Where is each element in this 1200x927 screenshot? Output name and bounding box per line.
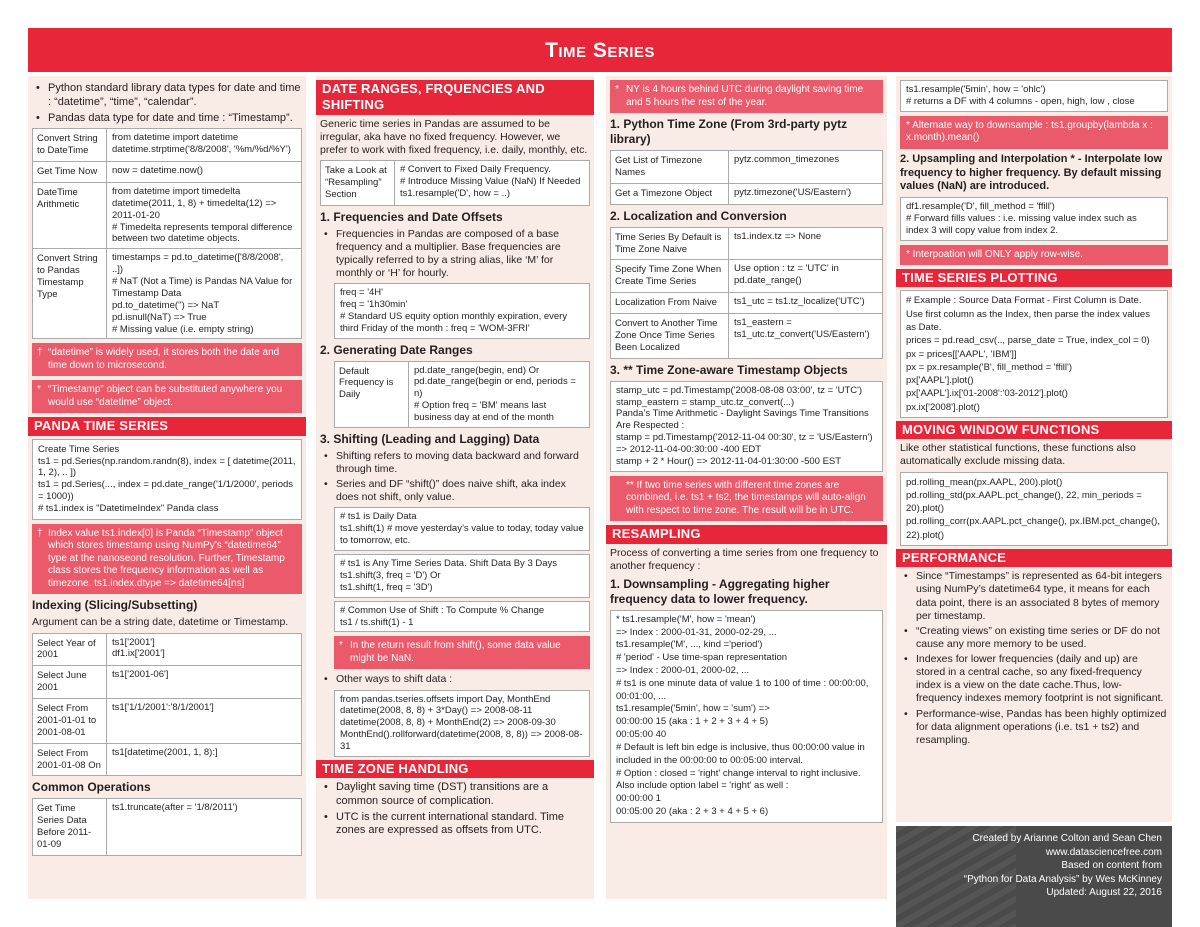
row-value: now = datetime.now() (112, 165, 204, 176)
row-value: timestamps = pd.to_datetime(['8/8/2008', ..]) # NaT (Not a Time) is Pandas NA Value for Timestamp Data pd.to_datetime('') => NaT pd.isnull(NaT) => True # Missing value (i.e. empty string) (112, 252, 293, 335)
perf-bullet-2: • “Creating views” on existing time series or DF do not cause any more memory to be used. (904, 625, 1168, 651)
table-row (33, 666, 301, 699)
row-label: Convert to Another Time Zone Once Time Series Been Localized (611, 314, 729, 358)
localization-table (610, 227, 883, 359)
row-label: Convert String to Pandas Timestamp Type (33, 249, 107, 338)
credit-updated: Updated: August 22, 2016 (1046, 887, 1162, 898)
section-date-ranges: DATE RANGES, FRQUENCIES AND SHIFTING (316, 80, 594, 115)
tz-bullet-1: • Daylight saving time (DST) transitions are a common source of complication. (324, 781, 590, 809)
resampling-desc: Process of converting a time series from one frequency to another frequency : (610, 546, 879, 572)
table-row (33, 162, 301, 183)
row-value: ts1_utc = ts1.tz_localize('UTC') (734, 296, 865, 308)
table-row (611, 314, 882, 358)
row-label: Select June 2001 (33, 666, 107, 698)
indexing-table (32, 633, 302, 777)
table-row (611, 260, 882, 293)
row-label: Select From 2001-01-01 to 2001-08-01 (33, 699, 107, 743)
page-title: Time Series (28, 28, 1172, 72)
shift-bullet-3: • Other ways to shift data : (324, 673, 590, 686)
tz-bullet-2: • UTC is the current international standard. Time zones are expressed as offsets from UTC. (324, 811, 590, 839)
column-1 (28, 76, 306, 899)
intro-bullet-1: • Python standard library data types for date and time : “datetime”, “time”, “calendar”. (36, 82, 302, 110)
credit-book: “Python for Data Analysis” by Wes McKinney (963, 873, 1162, 885)
row-value: ts1['2001-06'] (112, 669, 169, 681)
section-moving-window: MOVING WINDOW FUNCTIONS (896, 421, 1172, 439)
note-datetime: † “datetime” is widely used, it stores both the date and time down to microsecond. (32, 343, 302, 376)
pytz-table (610, 150, 883, 205)
row-value: ts1_eastern = ts1_utc.tz_convert('US/Eastern') (734, 317, 870, 340)
credit-based: Based on content from (1061, 860, 1162, 871)
row-value: ts1.index.tz => None (734, 230, 822, 242)
row-label: Get Time Now (33, 162, 107, 182)
date-range-title: 2. Generating Date Ranges (320, 342, 473, 357)
column-4 (896, 76, 1172, 822)
plotting-box: # Example : Source Data Format - First Column is Date. Use first column as the Index, then parse the index values as Date. prices = pd.read_csv(.., parse_date = True, index_col = 0) px = prices[['AAPL', 'IBM']] px = px.resample('B', fill_method = 'ffill') px['AAPL'].plot() px['AAPL'].ix['01-2008':'03-2012'].plot() px.ix['2008'].plot() (900, 290, 1168, 418)
shift-title: 3. Shifting (Leading and Lagging) Data (320, 431, 540, 446)
table-row (33, 634, 301, 667)
credit-site: www.datasciencefree.com (1045, 846, 1162, 858)
note-shift: * In the return result from shift(), some data value might be NaN. (334, 636, 590, 669)
table-row (33, 249, 301, 338)
common-ops-table (32, 798, 302, 856)
upsampling-title: 2. Upsampling and Interpolation * - Interpolate low frequency to higher frequency. By default missing values (NaN) are introduced. (900, 152, 1163, 193)
row-value: pytz.timezone('US/Eastern') (734, 186, 852, 198)
table-row (33, 799, 301, 855)
resample-table: Take a Look at “Resampling” Section # Convert to Fixed Daily Frequency. # Introduce Missing Value (NaN) If Needed ts1.resample('D', how = ..) (320, 160, 590, 206)
row-label: Get List of Timezone Names (611, 151, 729, 183)
row-label: Select From 2001-01-08 On (33, 744, 107, 776)
shift-box-3: # Common Use of Shift : To Compute % Change ts1 / ts.shift(1) - 1 (334, 601, 590, 633)
row-label: Select Year of 2001 (33, 634, 107, 666)
column-3 (606, 76, 887, 899)
note-autoalign: ** If two time series with different time zones are combined, i.e. ts1 + ts2, the timestamps will auto-align with respect to time zone. The result will be in UTC. (610, 476, 883, 522)
row-value: ts1['1/1/2001':'8/1/2001'] (112, 702, 214, 713)
table-row (611, 184, 882, 204)
row-value: pytz.common_timezones (734, 154, 840, 165)
pts-box: Create Time Series ts1 = pd.Series(np.random.randn(8), index = [ datetime(2011, 1, 2), .. ]) ts1 = pd.Series(..., index = pd.date_range('1/1/2000', periods = 1000)) # ts1.index is "DatetimeIndex" Panda class (32, 439, 302, 520)
upsampling-box: df1.resample('D', fill_method = 'ffill') # Forward fills values : i.e. missing value index such as index 3 will copy value from index 2. (900, 197, 1168, 241)
table-row (33, 744, 301, 776)
downsampling-title: 1. Downsampling - Aggregating higher frequency data to lower frequency. (610, 576, 830, 606)
row-value: from datetime import datetime datetime.strptime('8/8/2008', '%m/%d/%Y') (112, 132, 291, 156)
offsets-box: from pandas.tseries.offsets import Day, MonthEnd datetime(2008, 8, 8) + 3*Day() => 2008-08-11 datetime(2008, 8, 8) + MonthEnd(2) => 2008-09-30 MonthEnd().rollforward(datetime(2008, 8, 8)) => 2008-08-31 (334, 690, 590, 757)
row-label: Get Time Series Data Before 2011-01-09 (33, 799, 107, 855)
section-performance: PERFORMANCE (896, 549, 1172, 567)
shift-box-2: # ts1 is Any Time Series Data. Shift Data By 3 Days ts1.shift(3, freq = 'D') Or ts1.shift(1, freq = '3D') (334, 554, 590, 598)
perf-bullet-3: • Indexes for lower frequencies (daily and up) are stored in a central cache, so any fixed-frequency index is a view on the date cache.Thus, low-frequency indexes memory footprint is not significant. (904, 653, 1168, 706)
section-plotting: TIME SERIES PLOTTING (896, 269, 1172, 287)
shift-bullet-1: • Shifting refers to moving data backward and forward through time. (324, 450, 590, 476)
date-ranges-desc: Generic time series in Pandas are assumed to be irregular, aka have no fixed frequency. However, we prefer to work with fixed frequency, i.e. daily, monthly, etc. (320, 117, 588, 156)
date-range-table: Default Frequency is Daily pd.date_range(begin, end) Or pd.date_range(begin or end, periods = n) # Option freq = 'BM' means last business day at end of the month (334, 361, 590, 428)
section-resampling: RESAMPLING (606, 525, 887, 543)
note-interp: * Interpoation will ONLY apply row-wise. (900, 245, 1168, 266)
section-time-zone: TIME ZONE HANDLING (316, 760, 594, 778)
freq-title: 1. Frequencies and Date Offsets (320, 209, 503, 224)
ohlc-box: ts1.resample('5min', how = 'ohlc') # returns a DF with 4 columns - open, high, low , close (900, 80, 1168, 112)
perf-bullet-4: • Performance-wise, Pandas has been highly optimized for data alignment operations (i.e. ts1 + ts2) and resampling. (904, 708, 1168, 747)
section-panda-time-series: PANDA TIME SERIES (28, 417, 306, 435)
downsampling-box: * ts1.resample('M', how = 'mean') => Index : 2000-01-31, 2000-02-29, ... ts1.resample('M', ..., kind ='period') # 'period' - Use time-span representation => Index : 2000-01, 2000-02, ... # ts1 is one minute data of value 1 to 100 of time : 00:00:00, 00:01:00, ... ts1.resample('5min', how = 'sum') => 00:00:00 15 (aka : 1 + 2 + 3 + 4 + 5) 00:05:00 40 # Default is left bin edge is inclusive, thus 00:00:00 value in included in the 00:00:00 to 00:05:00 interval. # Option : closed = 'right' change interval to right inclusive. Also include option label = 'right' as well : 00:00:00 1 00:05:00 20 (aka : 2 + 3 + 4 + 5 + 6) (610, 610, 883, 823)
shift-bullet-2: • Series and DF “shift()” does naive shift, aka index does not shift, only value. (324, 478, 590, 504)
row-value: ts1.truncate(after = '1/8/2011') (112, 802, 238, 814)
tz-aware-box: stamp_utc = pd.Timestamp('2008-08-08 03:00', tz = 'UTC') stamp_eastern = stamp_utc.tz_convert(...) Panda’s Time Arithmetic - Daylight Savings Time Transitions Are Respected : stamp = pd.Timestamp('2012-11-04 00:30', tz = 'US/Eastern') => 2012-11-04-00:30:00 -400 EDT stamp + 2 * Hour() => 2012-11-04-01:30:00 -500 EST (610, 381, 883, 472)
indexing-title: Indexing (Slicing/Subsetting) (32, 598, 198, 613)
common-ops-title: Common Operations (32, 780, 151, 795)
row-label: DateTime Arithmetic (33, 183, 107, 248)
indexing-desc: Argument can be a string date, datetime or Timestamp. (32, 616, 289, 629)
note-index-value: † Index value ts1.index[0] is Panda “Timestamp” object which stores timestamp using NumPy’s “datetime64” type at the nanoseond resolution. Further, Timestamp class stores the frequency information as well as timezone. ts1.index.dtype => datetime64[ns] (32, 524, 302, 595)
row-label: Localization From Naive (611, 293, 729, 313)
pytz-title: 1. Python Time Zone (From 3rd-party pytz library) (610, 117, 848, 146)
note-groupby: * Alternate way to downsample : ts1.groupby(lambda x : x.month).mean() (900, 116, 1168, 149)
datetime-table (32, 128, 302, 339)
table-row (33, 183, 301, 249)
row-value: Use option : tz = 'UTC' in pd.date_range() (734, 263, 839, 287)
moving-window-desc: Like other statistical functions, these functions also automatically exclude missing data. (900, 442, 1136, 468)
row-value: from datetime import timedelta datetime(2011, 1, 8) + timedelta(12) => 2011-01-20 # Timedelta represents temporal difference between two datetime objects. (112, 185, 293, 245)
table-row (33, 699, 301, 744)
note-ny: * NY is 4 hours behind UTC during daylight saving time and 5 hours the rest of the year. (610, 80, 883, 113)
freq-box: freq = '4H' freq = '1h30min' # Standard US equity option monthly expiration, every third Friday of the month : freq = 'WOM-3FRI' (334, 283, 590, 339)
shift-box-1: # ts1 is Daily Data ts1.shift(1) # move yesterday’s value to today, today value to tomorrow, etc. (334, 507, 590, 551)
row-value: ts1['2001'] df1.ix['2001'] (112, 636, 165, 660)
table-row (611, 293, 882, 314)
row-label: Convert String to DateTime (33, 129, 107, 161)
freq-bullet: • Frequencies in Pandas are composed of a base frequency and a multiplier. Base frequencies are typically referred to by a string alias, like ‘M’ for monthly or ‘H’ for hourly. (324, 228, 590, 281)
tz-aware-title: 3. ** Time Zone-aware Timestamp Objects (610, 362, 848, 377)
note-timestamp: * “Timestamp” object can be substituted anywhere you would use “datetime” object. (32, 380, 302, 413)
table-row (611, 151, 882, 184)
credits-box (896, 826, 1172, 927)
intro-bullet-2: • Pandas data type for date and time : “Timestamp”. (36, 112, 302, 126)
credit-authors: Created by Arianne Colton and Sean Chen (972, 833, 1162, 844)
perf-bullet-1: • Since “Timestamps” is represented as 64-bit integers using NumPy’s datetime64 type, it means for each data point, there is an associated 8 bytes of memory per timestamp. (904, 570, 1168, 623)
row-label: Get a Timezone Object (611, 184, 729, 204)
localization-title: 2. Localization and Conversion (610, 208, 787, 223)
row-value: ts1[datetime(2001, 1, 8):] (112, 746, 218, 758)
table-row (33, 129, 301, 162)
row-label: Time Series By Default is Time Zone Naive (611, 228, 729, 260)
table-row (611, 228, 882, 261)
rolling-box: pd.rolling_mean(px.AAPL, 200).plot() pd.rolling_std(px.AAPL.pct_change(), 22, min_periods = 20).plot() pd.rolling_corr(px.AAPL.pct_change(), px.IBM.pct_change(), 22).plot() (900, 472, 1168, 546)
column-2 (316, 76, 594, 899)
row-label: Specify Time Zone When Create Time Series (611, 260, 729, 292)
